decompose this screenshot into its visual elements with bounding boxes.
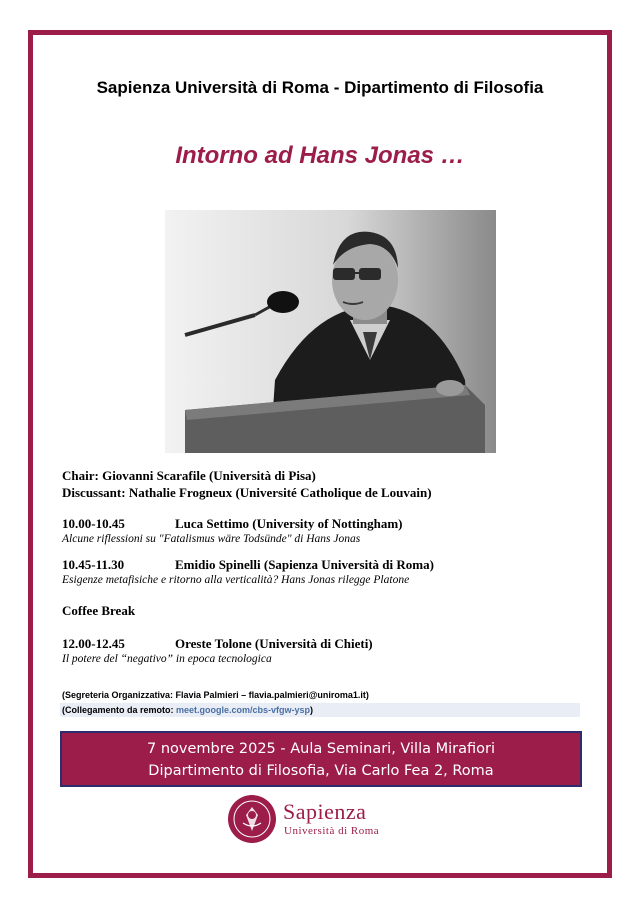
program-time: 10.00-10.45 (62, 516, 125, 531)
portrait-photo (165, 210, 496, 453)
remote-label: (Collegamento da remoto: (62, 705, 177, 715)
meet-link[interactable]: meet.google.com/cbs-vfgw-ysp (176, 705, 311, 715)
banner-address: Dipartimento di Filosofia, Via Carlo Fea 2, Roma (148, 763, 494, 779)
logo-name: Sapienza (283, 799, 367, 824)
program-talk-title: Esigenze metafisiche e ritorno alla verticalità? Hans Jonas rilegge Platone (62, 574, 410, 586)
coffee-break: Coffee Break (62, 603, 136, 618)
secretariat-line: (Segreteria Organizzativa: Flavia Palmieri – flavia.palmieri@uniroma1.it) (62, 690, 369, 700)
event-banner (60, 731, 582, 787)
program-time: 10.45-11.30 (62, 557, 125, 572)
program-talk-title: Il potere del “negativo” in epoca tecnologica (62, 653, 272, 665)
sapienza-logo (226, 793, 426, 845)
program-speaker: Luca Settimo (University of Nottingham) (175, 516, 403, 531)
chair-line: Chair: Giovanni Scarafile (Università di Pisa) (62, 468, 316, 483)
discussant-line: Discussant: Nathalie Frogneux (Université Catholique de Louvain) (62, 485, 432, 500)
program-speaker: Oreste Tolone (Università di Chieti) (175, 636, 373, 651)
program-time: 12.00-12.45 (62, 636, 125, 651)
event-title: Intorno ad Hans Jonas … (175, 142, 465, 169)
institution-header: Sapienza Università di Roma - Dipartimento di Filosofia (96, 78, 544, 97)
banner-date-venue: 7 novembre 2025 - Aula Seminari, Villa Mirafiori (146, 741, 495, 757)
remote-close: ) (310, 705, 314, 715)
sapienza-seal-icon (226, 793, 278, 845)
program-talk-title: Alcune riflessioni su "Fatalismus wäre Todsünde" di Hans Jonas (62, 533, 361, 545)
remote-line (62, 705, 313, 715)
program-speaker: Emidio Spinelli (Sapienza Università di Roma) (175, 557, 434, 572)
logo-subtitle: Università di Roma (284, 825, 380, 837)
